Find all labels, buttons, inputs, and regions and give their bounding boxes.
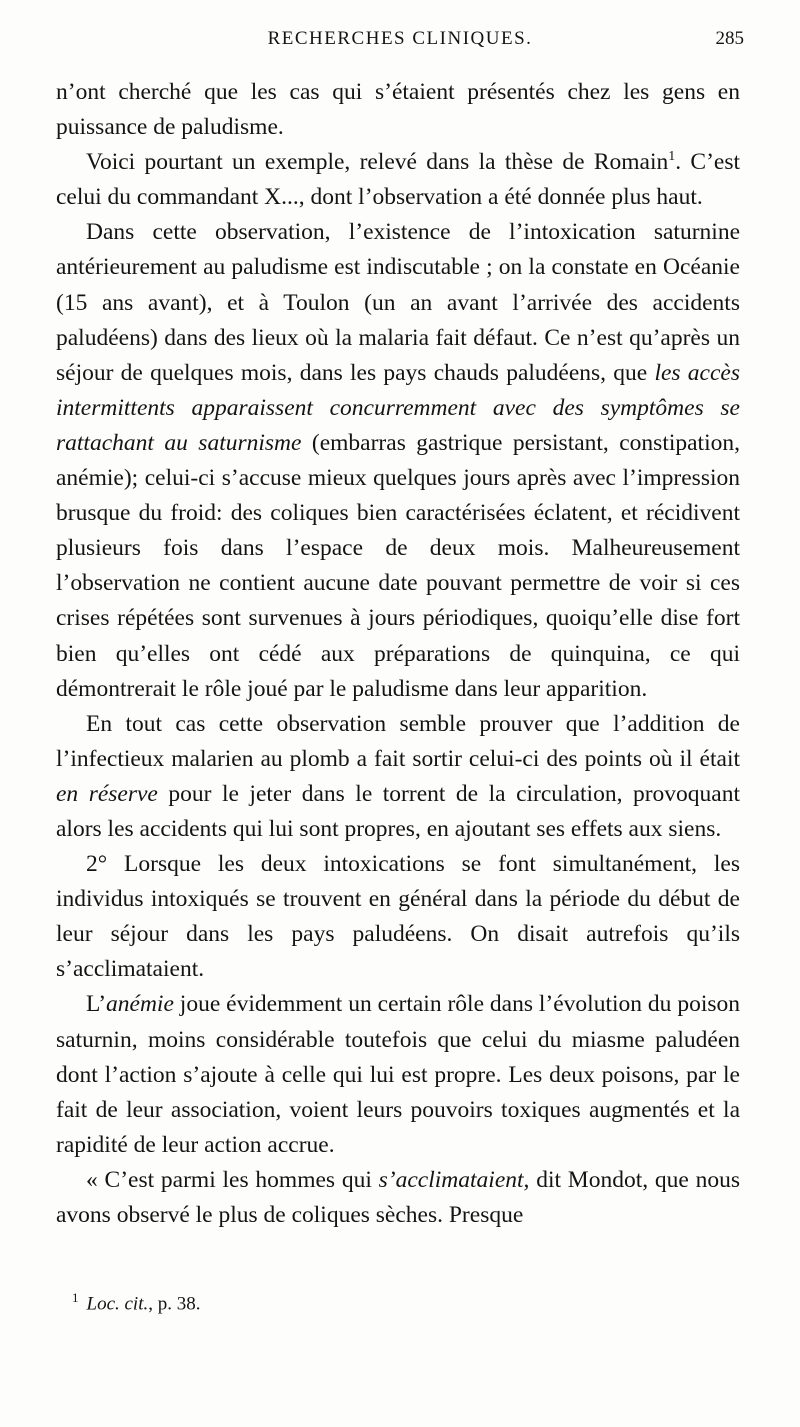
paragraph-quote [56, 1163, 740, 1233]
footnote-reference: Loc. cit. [86, 1293, 149, 1315]
paragraph-simultaneous [56, 847, 740, 987]
footnote-marker: 1 [668, 149, 676, 165]
paragraph-text: « C’est parmi les hommes qui [86, 1166, 379, 1193]
paragraph-text: pour le jeter dans le torrent de la circulation, provoquant alors les accidents qui lui sont propres, en ajoutant ses effets aux siens. [56, 780, 740, 842]
paragraph-text: Voici pourtant un exemple, relevé dans la thèse de Romain [86, 149, 669, 176]
paragraph-conclusion [56, 707, 740, 847]
footnote-mark: 1 [72, 1290, 79, 1305]
paragraph-text: . C’est celui du commandant X..., dont l’observation a été donnée plus haut. [56, 149, 741, 211]
paragraph-continuation [56, 75, 740, 145]
paragraph-observation [56, 215, 740, 706]
italic-emphasis: anémie [106, 991, 174, 1018]
paragraph-text: joue évidemment un certain rôle dans l’évolution du poison saturnin, moins considérable toutefois que celui du miasme paludéen dont l’action s’ajoute à celle qui lui est propre. Les deux poisons, par le fait de leur association, voient leurs pouvoirs toxiques augmentés et la rapidité de leur action accrue. [56, 991, 740, 1158]
paragraph-text: En tout cas cette observation semble prouver que l’addition de l’infectieux malarien au plomb a fait sortir celui-ci des points où il était [56, 710, 740, 772]
footnote-text: , p. 38. [148, 1293, 201, 1315]
paragraph-text: n’ont cherché que les cas qui s’étaient présentés chez les gens en puissance de paludisme. [56, 79, 740, 141]
paragraph-example [56, 145, 740, 215]
paragraph-text: , dit Mondot, que nous avons observé le plus de coliques sèches. Presque [56, 1166, 740, 1228]
page-header [56, 28, 744, 58]
italic-emphasis: s’acclimataient [378, 1166, 524, 1193]
italic-emphasis: les accès intermittents apparaissent concurremment avec des symptômes se rattachant au saturnisme [56, 359, 740, 456]
footnote [72, 1290, 201, 1315]
paragraph-text: 2° Lorsque les deux intoxications se font simultanément, les individus intoxiqués se trouvent en général dans la période du début de leur séjour dans les pays paludéens. On disait autrefois qu’ils s’acclimataient. [56, 851, 740, 983]
paragraph-anemia [56, 987, 740, 1162]
paragraph-text: Dans cette observation, l’existence de l’intoxication saturnine antérieurement au paludisme est indiscutable ; on la constate en Océanie (15 ans avant), et à Toulon (un an avant l’arrivée des accidents paludéens) dans des lieux où la malaria fait défaut. Ce n’est qu’après un séjour de quelques mois, dans les pays chauds paludéens, que [56, 219, 740, 386]
body-text [56, 75, 740, 1233]
running-title: RECHERCHES CLINIQUES. [267, 28, 533, 49]
italic-emphasis: en réserve [56, 780, 158, 807]
paragraph-text: (embarras gastrique persistant, constipation, anémie); celui-ci s’accuse mieux quelques jours après avec l’impression brusque du froid: des coliques bien caractérisées éclatent, et récidivent plusieurs fois dans l’espace de deux mois. Malheureusement l’observation ne contient aucune date pouvant permettre de voir si ces crises répétées sont survenues à jours périodiques, quoiqu’elle dise fort bien qu’elles ont cédé aux préparations de quinquina, ce qui démontrerait le rôle joué par le paludisme dans leur apparition. [56, 429, 740, 702]
paragraph-text: L’ [86, 991, 107, 1018]
page-number: 285 [715, 28, 744, 49]
